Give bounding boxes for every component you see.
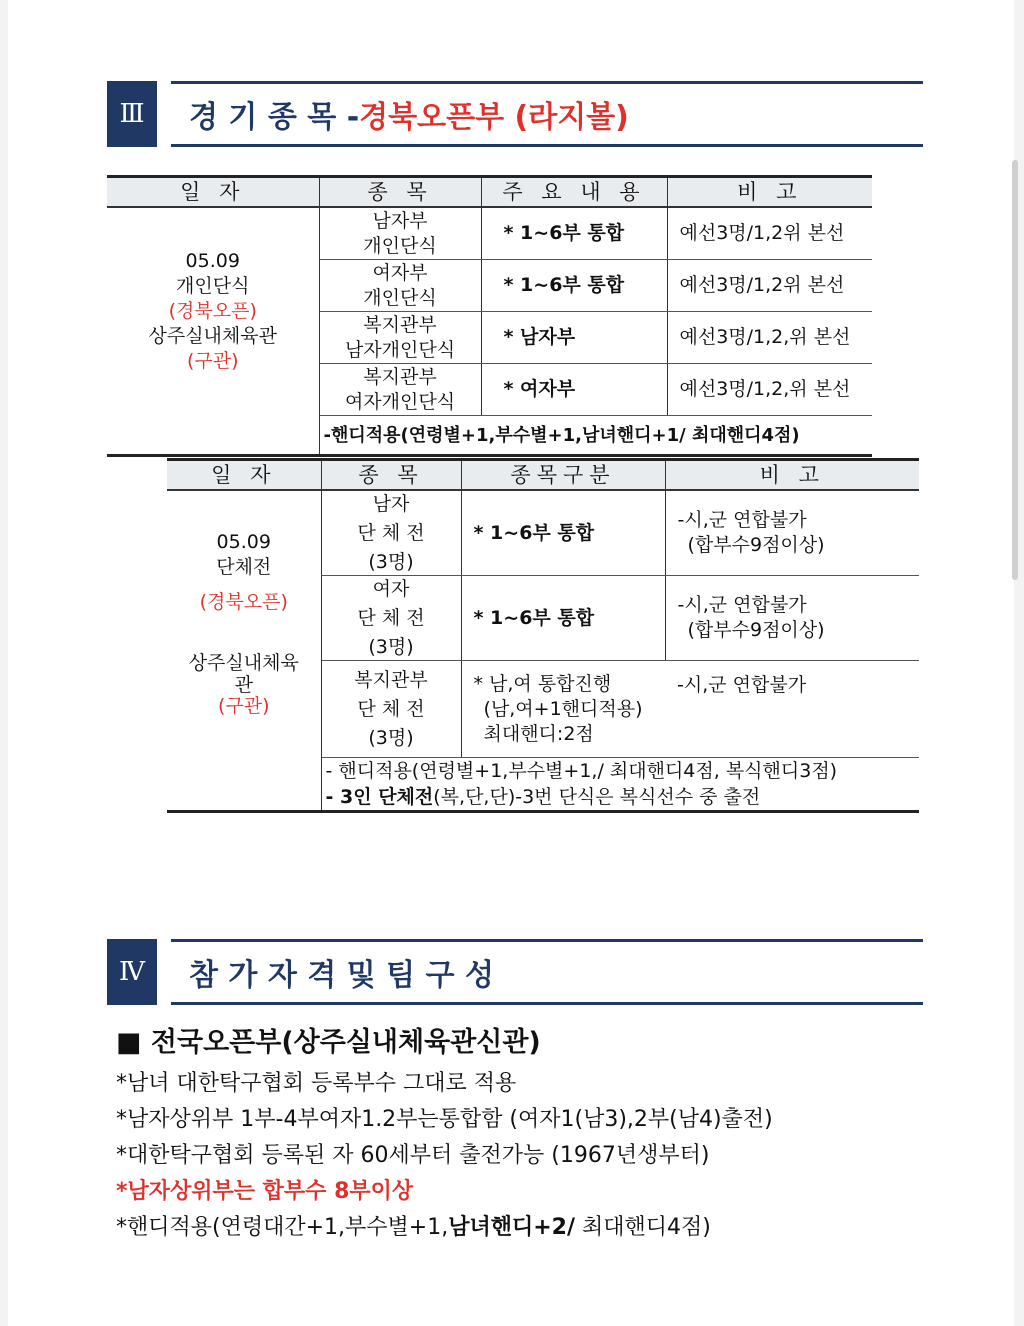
division-cell: * 1~6부 통합 (461, 490, 665, 576)
note-line: -시,군 연합불가 (677, 509, 807, 531)
eligibility-content (116, 1020, 916, 1251)
section-number: Ⅲ (107, 81, 157, 147)
team-size: (3명) (368, 726, 414, 749)
event-type: 여자개인단식 (344, 390, 456, 413)
event-name: 개인단식 (176, 275, 250, 298)
event-tag: (경북오픈) (168, 300, 257, 323)
header-division: 종목구분 (461, 460, 665, 491)
date-cell (167, 490, 321, 758)
section-title-main: 경 기 종 목 - (189, 100, 360, 135)
handicap-text: *핸디적용(연령대간+1,부수별+1, (116, 1215, 449, 1240)
content-cell: * 남자부 (481, 312, 667, 364)
page-margin-left (0, 0, 8, 1326)
division-line: 최대핸디:2점 (483, 722, 594, 745)
note-cell (665, 490, 919, 576)
table-row (167, 490, 919, 576)
event-category: 여자부 (372, 261, 428, 284)
event-category: 여자 (372, 577, 410, 600)
team-format-text: (복,단,단)-3번 단식은 복식선수 중 출전 (433, 786, 761, 808)
venue-cont: 관 (234, 673, 253, 696)
date: 05.09 (185, 250, 240, 273)
date-cell-tail (107, 416, 319, 456)
handicap-gender: 남녀핸디+2/ (448, 1215, 576, 1240)
eligibility-line: *대한탁구협회 등록된 자 60세부터 출전가능 (1967년생부터) (116, 1143, 710, 1168)
team-format-label: - 3인 단체전 (325, 786, 434, 808)
note-line: -시,군 연합불가 (677, 594, 807, 616)
header-note: 비 고 (667, 177, 872, 208)
event-name: 단체전 (216, 555, 272, 578)
individual-events-table (107, 175, 872, 457)
note-cell: 예선3명/1,2,위 본선 (667, 364, 872, 416)
header-date: 일 자 (167, 460, 321, 491)
footnote-row (167, 784, 919, 812)
header-content: 주 요 내 용 (481, 177, 667, 208)
event-type: 단 체 전 (357, 606, 425, 629)
event-cell (321, 576, 461, 661)
event-category: 복지관부 (363, 365, 437, 388)
event-tag: (경북오픈) (199, 590, 288, 613)
eligibility-heading: ■ 전국오픈부(상주실내체육관신관) (116, 1027, 541, 1058)
content-cell: * 1~6부 통합 (481, 207, 667, 260)
event-category: 복지관부 (363, 313, 437, 336)
footnote-row (107, 416, 872, 456)
scrollbar[interactable] (1012, 160, 1018, 580)
venue-tag: (구관) (186, 350, 239, 373)
eligibility-line: *남녀 대한탁구협회 등록부수 그대로 적용 (116, 1071, 517, 1096)
event-cell (319, 312, 481, 364)
date-cell-tail (167, 758, 321, 785)
date-cell (107, 207, 319, 416)
section-3-header (107, 81, 923, 147)
venue-tag: (구관) (217, 694, 270, 717)
event-cell (321, 661, 461, 758)
team-size: (3명) (368, 635, 414, 658)
event-category: 복지관부 (354, 668, 428, 691)
table-header-row (107, 177, 872, 208)
event-cell (319, 260, 481, 312)
note-cell: 예선3명/1,2,위 본선 (667, 312, 872, 364)
header-note: 비 고 (665, 460, 919, 491)
date-cell-tail (167, 784, 321, 812)
content-cell: * 1~6부 통합 (481, 260, 667, 312)
event-type: 단 체 전 (357, 697, 425, 720)
section-4-header (107, 939, 923, 1005)
note-cell (665, 576, 919, 661)
handicap-max: 최대핸디4점) (575, 1215, 711, 1240)
handicap-footnote: -핸디적용(연령별+1,부수별+1,남녀핸디+1/ 최대핸디4점) (319, 416, 872, 456)
table-row (107, 207, 872, 260)
event-cell (319, 207, 481, 260)
note-cell: -시,군 연합불가 (665, 661, 919, 758)
divider (171, 1002, 923, 1005)
note-cell: 예선3명/1,2위 본선 (667, 207, 872, 260)
content-cell: * 여자부 (481, 364, 667, 416)
division-cell: * 1~6부 통합 (461, 576, 665, 661)
section-number: Ⅳ (107, 939, 157, 1005)
event-type: 단 체 전 (357, 521, 425, 544)
table-header-row (167, 460, 919, 491)
event-type: 개인단식 (363, 286, 437, 309)
event-category: 남자부 (372, 209, 428, 232)
eligibility-line (116, 1215, 916, 1241)
eligibility-line: *남자상위부 1부-4부여자1.2부는통합함 (여자1(남3),2부(남4)출전) (116, 1107, 773, 1132)
handicap-footnote: - 핸디적용(연령별+1,부수별+1,/ 최대핸디4점, 복식핸디3점) (321, 758, 919, 785)
footnote-row (167, 758, 919, 785)
division-line: * 남,여 통합진행 (473, 672, 612, 695)
event-type: 남자개인단식 (344, 338, 456, 361)
venue: 상주실내체육 (188, 651, 299, 674)
division-cell (461, 661, 665, 758)
date: 05.09 (216, 530, 271, 553)
team-events-table (167, 458, 919, 813)
section-title (189, 81, 629, 147)
header-event: 종 목 (319, 177, 481, 208)
venue: 상주실내체육관 (148, 325, 277, 348)
event-type: 개인단식 (363, 234, 437, 257)
event-cell (321, 490, 461, 576)
divider (171, 144, 923, 147)
eligibility-line-highlight: *남자상위부는 합부수 8부이상 (116, 1179, 414, 1204)
header-event: 종 목 (321, 460, 461, 491)
note-line: (합부수9점이상) (687, 619, 825, 641)
note-cell: 예선3명/1,2위 본선 (667, 260, 872, 312)
team-format-footnote (321, 784, 919, 812)
event-cell (319, 364, 481, 416)
section-title-accent: 경북오픈부 (라지볼) (359, 100, 629, 135)
division-line: (남,여+1핸디적용) (483, 697, 643, 720)
section-title: 참 가 자 격 및 팀 구 성 (189, 958, 494, 993)
note-line: (합부수9점이상) (687, 534, 825, 556)
team-size: (3명) (368, 550, 414, 573)
event-category: 남자 (372, 492, 410, 515)
header-date: 일 자 (107, 177, 319, 208)
